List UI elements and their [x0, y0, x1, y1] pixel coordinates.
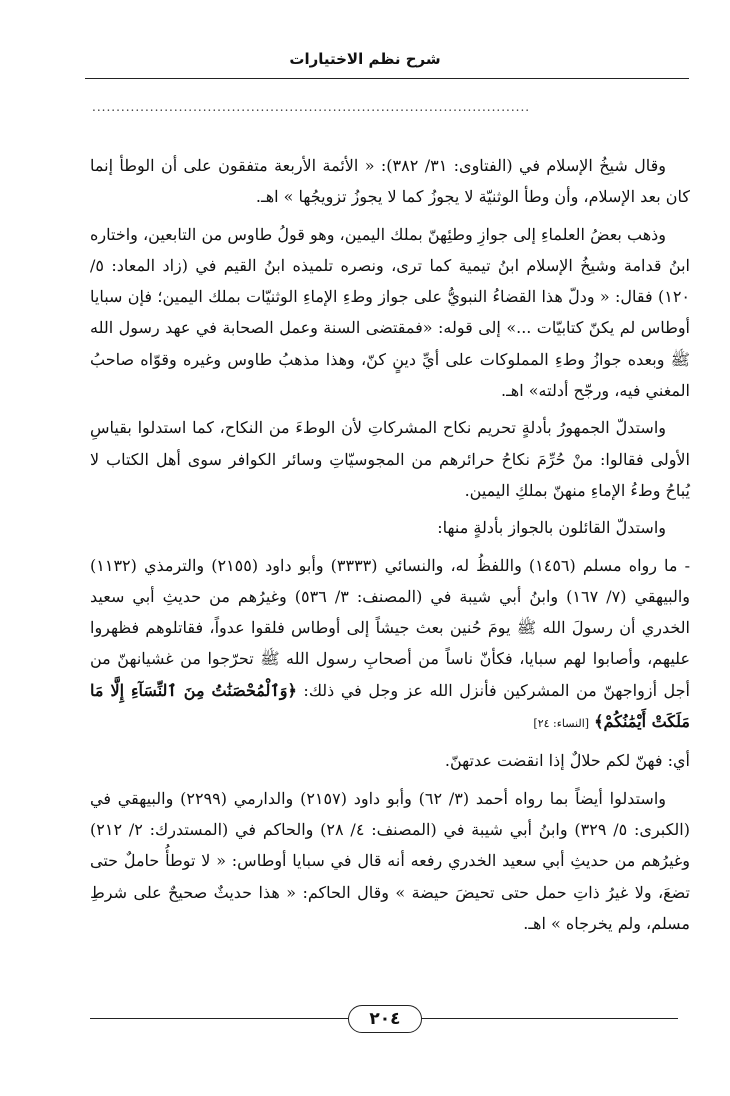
header-rule — [85, 78, 689, 79]
paragraph-verse-explanation: أي: فهنّ لكم حلالٌ إذا انقضت عدتهنّ. — [444, 751, 690, 771]
paragraph-fatawa-quote: وقال شيخُ الإسلام في (الفتاوى: ٣١/ ٣٨٢): « الأئمة الأربعة متفقون على أن الوطأ إنما كان بعد الإسلام، وأن وطأ الوثنيّة لا يجوزُ كما لا يجوزُ تزويجُها » اهـ. — [90, 156, 690, 207]
paragraph-opinion-permissibility: وذهب بعضُ العلماءِ إلى جوازِ وطئِهنّ بملك اليمين، وهو قولُ طاوس من التابعين، واختاره ابنُ قدامة وشيخُ الإسلام ابنُ تيمية كما ترى، ونصره تلميذه ابنُ القيم في (زاد المعاد: ٥/ ١٢٠) فقال: « ودلّ هذا القضاءُ النبويُّ على جواز وطءِ الإماءِ الوثنيّات بملك اليمين؛ فإن سبايا أوطاس لم يكنّ كتابيّات ...» إلى قوله: «فمقتضى السنة وعمل الصحابة في عهد رسول الله ﷺ وبعده جوازُ وطءِ المملوكات على أيِّ دينٍ كنّ، وهذا مذهبُ طاوس وغيره وقوّاه صاحبُ المغني فيه، ورجّح أدلته» اهـ. — [90, 224, 690, 401]
page-body — [90, 150, 690, 945]
page-number: ٢٠٤ — [348, 1005, 422, 1033]
paragraph-hadith-muslim — [90, 550, 690, 740]
paragraph-majority-evidence: واستدلّ الجمهورُ بأدلةٍ تحريم نكاح المشركاتِ لأن الوطءَ من النكاح، كما استدلوا بقياسِ الأولى فقالوا: منْ حُرِّمَ نكاحُ حرائرهم من المجوسيّاتِ وسائر الكوافر سوى أهل الكتاب لا يُباحُ وطءُ الإماءِ منهنّ بملكِ اليمين. — [90, 418, 691, 500]
dotted-separator: ........................................................................................... — [92, 103, 531, 111]
verse-reference: [النساء: ٢٤] — [533, 717, 590, 731]
running-header-title: شرح نظم الاختيارات — [289, 50, 441, 68]
footer-rule-left — [90, 1018, 348, 1019]
paragraph-hadith-awtas: واستدلوا أيضاً بما رواه أحمد (٣/ ٦٢) وأبو داود (٢١٥٧) والدارمي (٢٢٩٩) والبيهقي في (الكبرى: ٥/ ٣٢٩) وابنُ أبي شيبة في (المصنف: ٤/ ٢٨) والحاكم في (المستدرك: ٢/ ٢١٢) وغيرُهم من حديثِ أبي سعيد الخدري رفعه أنه قال في سبايا أوطاس: « لا توطأُ حاملٌ حتى تضعَ، ولا غيرُ ذاتِ حمل حتى تحيضَ حيضة » وقال الحاكم: « هذا حديثٌ صحيحٌ على شرطِ مسلم، ولم يخرجاه » اهـ. — [90, 788, 690, 933]
footer-rule-right — [420, 1018, 678, 1019]
hadith-text: - ما رواه مسلم (١٤٥٦) واللفظُ له، والنسائي (٣٣٣٣) وأبو داود (٢١٥٥) والترمذي (١١٣٢) والبيهقي (٧/ ١٦٧) وابنُ أبي شيبة في (المصنف: ٣/ ٥٣٦) وغيرُهم من حديثِ أبي سعيد الخدري أن رسولَ الله ﷺ يومَ حُنين بعث جيشاً إلى أوطاس فلقوا عدواً، فقاتلوهم فظهروا عليهم، وأصابوا لهم سبايا، فكأنّ ناساً من أصحابِ رسول الله ﷺ تحرّجوا من غشيانهنّ من أجل أزواجهنّ من المشركين فأنزل الله عز وجل في ذلك: — [90, 555, 691, 700]
paragraph-evidence-intro: واستدلّ القائلون بالجواز بأدلةٍ منها: — [437, 518, 666, 538]
quran-verse: ﴿وَٱلْمُحْصَنَٰتُ مِنَ ٱلنِّسَآءِ إِلَّا مَا مَلَكَتْ أَيْمَٰنُكُمْ﴾ — [90, 680, 690, 732]
